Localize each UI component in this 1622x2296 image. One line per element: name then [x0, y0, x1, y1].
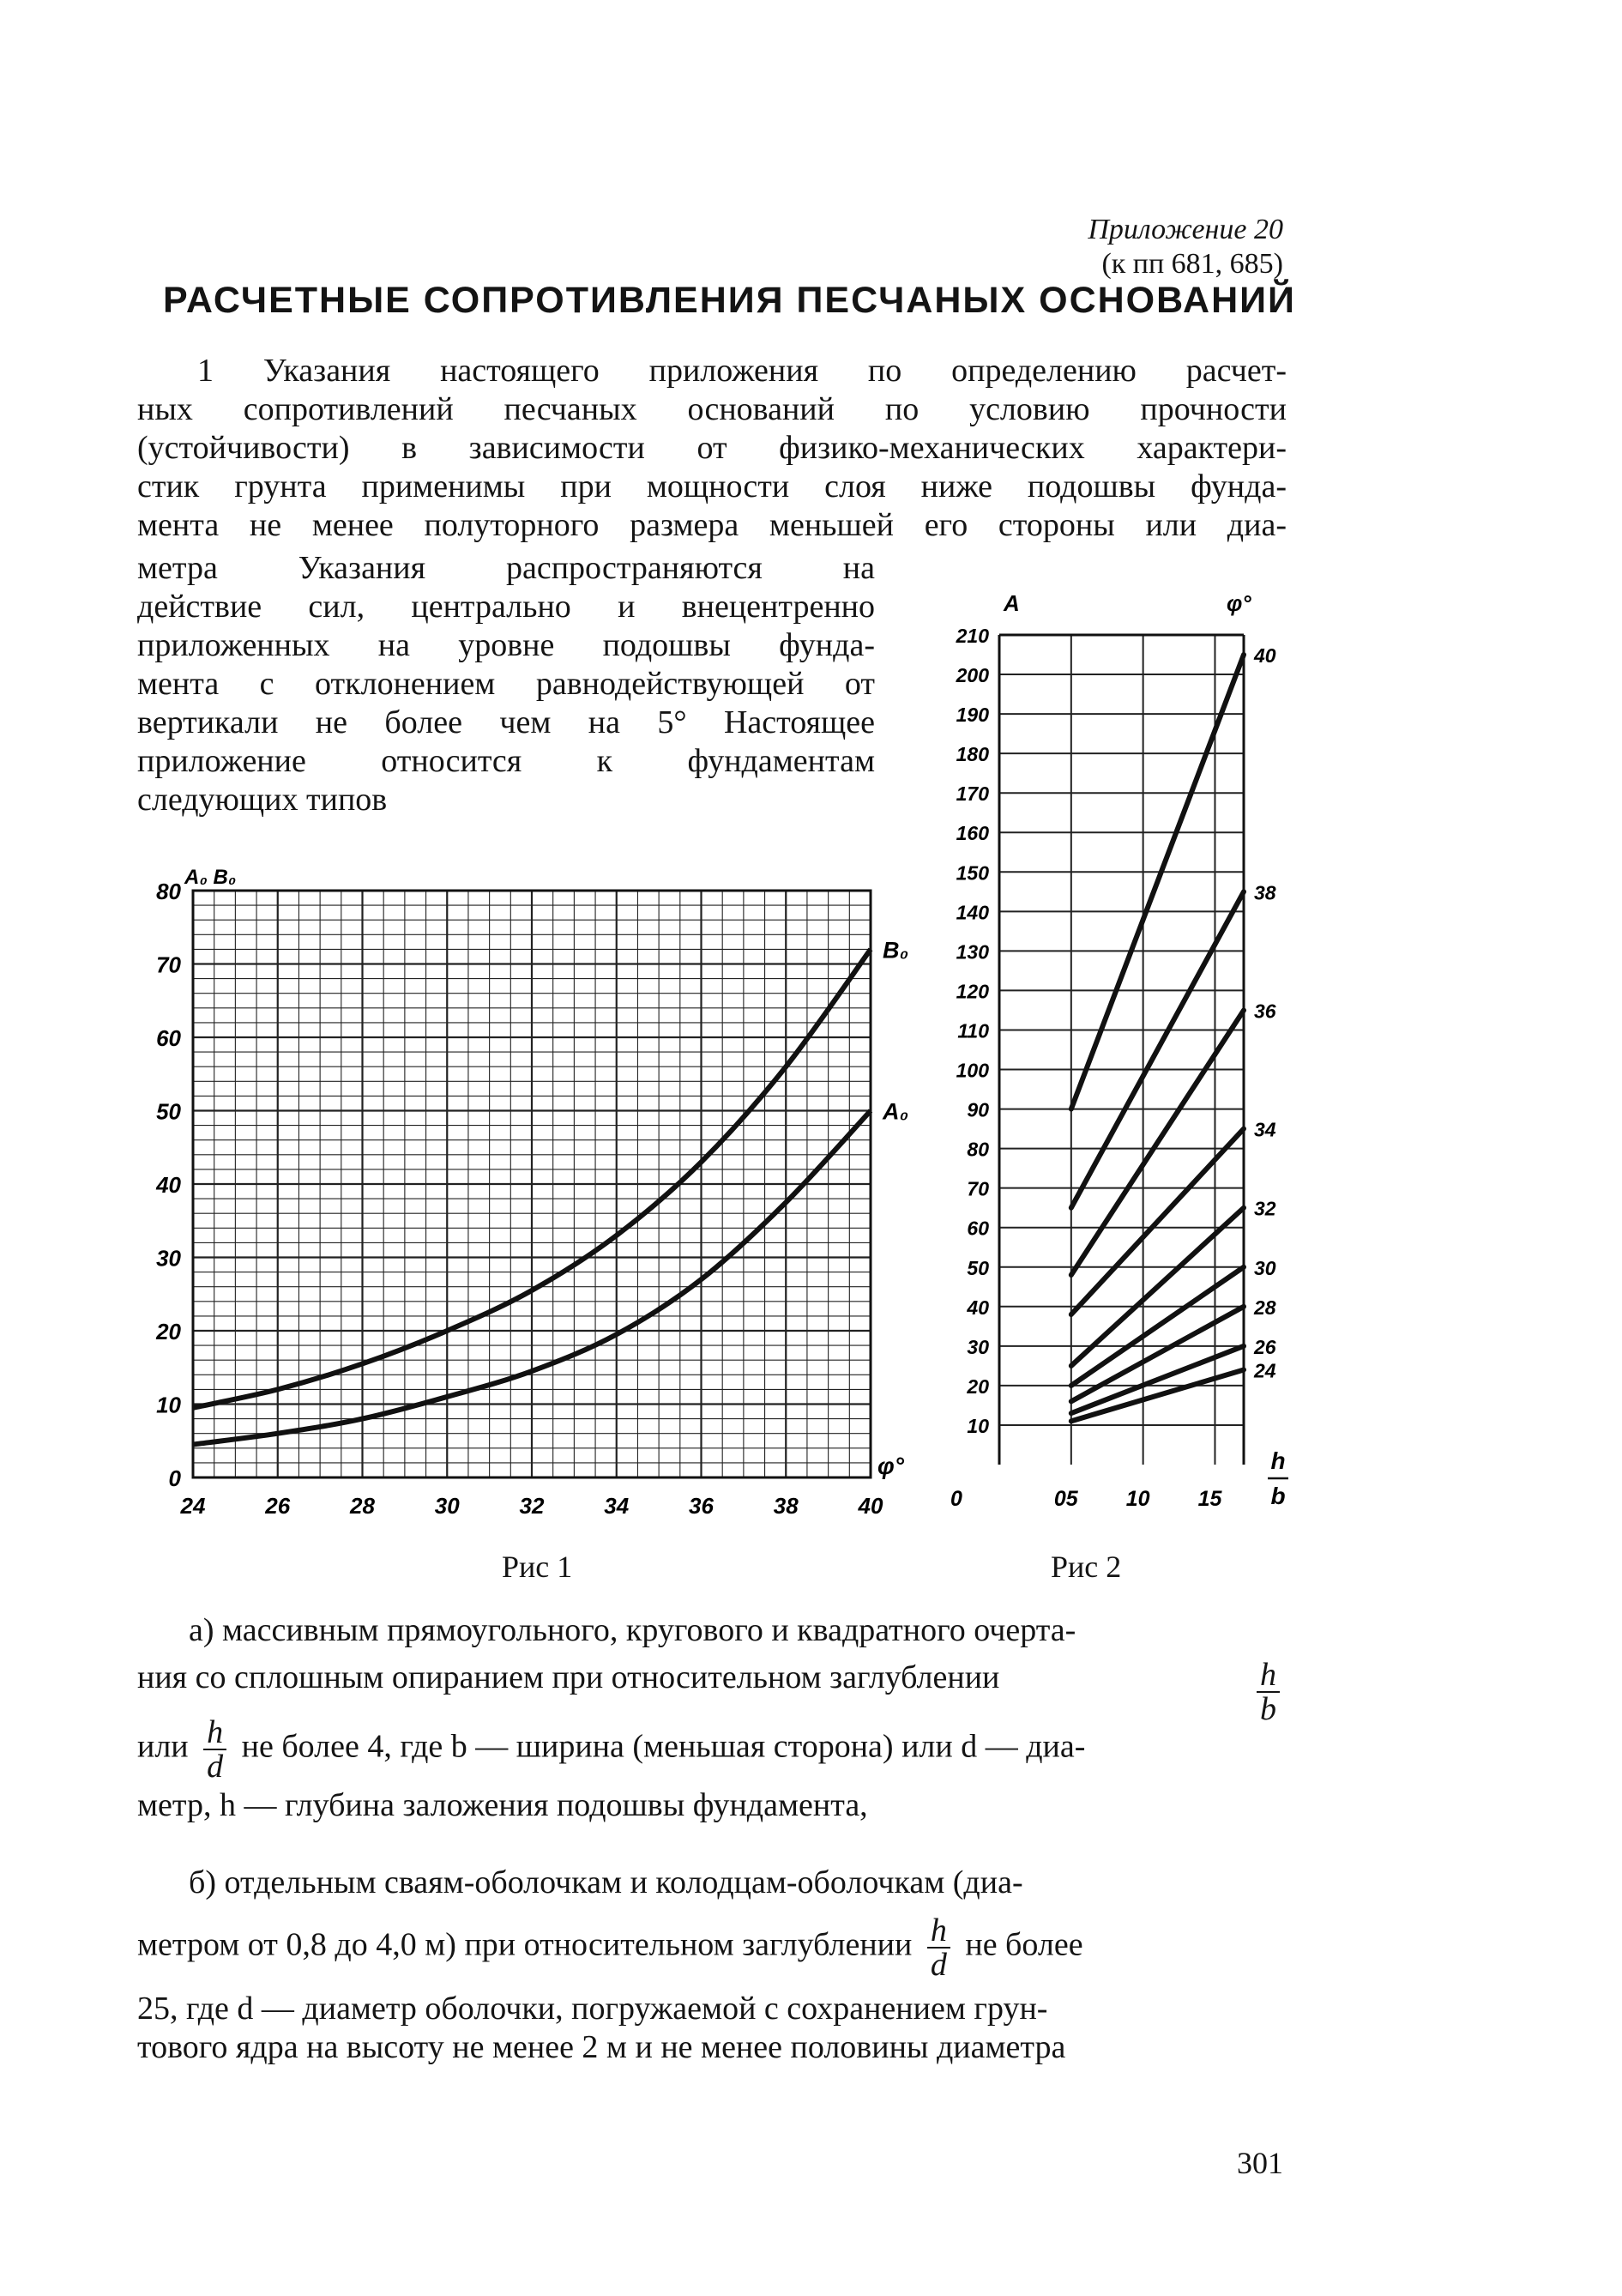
- item-a-line-3: [137, 1716, 1287, 1783]
- y-tick-label: 90: [967, 1098, 989, 1121]
- y-tick-label: 60: [156, 1025, 181, 1051]
- y-tick-label: 190: [956, 704, 989, 727]
- x-tick-label: 26: [265, 1493, 291, 1519]
- y-tick-label: 40: [967, 1296, 989, 1319]
- intro-full-line: ных сопротивлений песчаных оснований по условию прочности: [137, 391, 1287, 427]
- intro-full-line: 1 Указания настоящего приложения по определению расчет-: [197, 353, 1287, 389]
- item-b-line-2: [137, 1914, 1287, 1981]
- item-b-line-2-post: не более: [965, 1926, 1083, 1963]
- curve-label: A₀: [883, 1098, 909, 1125]
- y-tick-label: 200: [956, 664, 989, 687]
- x-axis-title: φ°: [877, 1453, 904, 1479]
- item-a-line-3-pre: или: [137, 1728, 189, 1765]
- x-tick-label: 28: [350, 1493, 375, 1519]
- item-a-line-2: [137, 1657, 1287, 1727]
- fraction-numerator: h: [927, 1914, 950, 1949]
- item-a-line-1: а) массивным прямоугольного, кругового и квадратного очерта-: [189, 1612, 1076, 1648]
- intro-full-line: (устойчивости) в зависимости от физико-механических характери-: [137, 430, 1287, 466]
- intro-narrow-line: метра Указания распространяются на: [137, 550, 875, 586]
- fraction-h-over-b: [1257, 1659, 1280, 1725]
- intro-paragraph-narrow: [137, 549, 875, 819]
- x-tick-label: 30: [434, 1493, 460, 1519]
- fraction-denominator: b: [1260, 1691, 1276, 1727]
- intro-narrow-line: следующих типов: [137, 782, 388, 818]
- phi-line-40: [1071, 655, 1244, 1109]
- y-tick-label: 30: [156, 1245, 181, 1272]
- intro-narrow-line: действие сил, центрально и внецентренно: [137, 589, 875, 625]
- phi-line-label: 32: [1254, 1197, 1276, 1220]
- y-tick-label: 20: [967, 1375, 989, 1398]
- intro-narrow-line: приложение относится к фундаментам: [137, 743, 875, 779]
- left-axis-title: A: [1004, 590, 1020, 616]
- appendix-note: [1088, 213, 1283, 281]
- item-a-line-2-text: ния со сплошным опиранием при относительном заглублении: [137, 1659, 1000, 1695]
- y-axis-title: A₀ B₀: [184, 866, 237, 889]
- x-tick-label: 05: [1053, 1487, 1078, 1511]
- intro-narrow-line: мента с отклонением равнодействующей от: [137, 666, 875, 702]
- y-tick-label: 140: [956, 901, 989, 924]
- appendix-label: Приложение 20: [1088, 214, 1283, 245]
- figure-2-caption: Рис 2: [1051, 1550, 1122, 1584]
- x-tick-label: 38: [773, 1493, 799, 1519]
- y-tick-label: 150: [956, 861, 989, 885]
- page-title: РАСЧЕТНЫЕ СОПРОТИВЛЕНИЯ ПЕСЧАНЫХ ОСНОВАНИЙ: [163, 280, 1296, 321]
- intro-narrow-line: вертикали не более чем на 5° Настоящее: [137, 704, 875, 740]
- x-axis-title-denominator: b: [1270, 1483, 1286, 1509]
- intro-narrow-line: приложенных на уровне подошвы фунда-: [137, 627, 875, 663]
- y-tick-label: 50: [967, 1256, 989, 1279]
- phi-line-label: 24: [1254, 1359, 1276, 1382]
- y-tick-label: 50: [156, 1098, 181, 1125]
- x-tick-label: 10: [1125, 1487, 1150, 1511]
- y-tick-label: 80: [967, 1138, 989, 1161]
- y-tick-label: 100: [956, 1059, 989, 1082]
- appendix-reference: (к пп 681, 685): [1101, 248, 1283, 280]
- x-axis-title-numerator: h: [1270, 1447, 1286, 1474]
- page-number: 301: [1237, 2146, 1283, 2180]
- y-tick-label: 60: [967, 1217, 989, 1240]
- item-b-line-1: б) отдельным сваям-оболочкам и колодцам-оболочкам (диа-: [189, 1864, 1023, 1900]
- figure-2-svg: [926, 583, 1312, 1544]
- figure-1-caption: Рис 1: [502, 1550, 573, 1584]
- y-tick-label: 40: [156, 1172, 181, 1198]
- y-tick-label: 20: [156, 1319, 181, 1344]
- item-b-line-3: 25, где d — диаметр оболочки, погружаемой с сохранением грун-: [137, 1991, 1048, 2027]
- fraction-h-over-d: [203, 1716, 226, 1783]
- y-tick-label: 180: [956, 743, 989, 766]
- intro-full-line: мента не менее полуторного размера меньшей его стороны или диа-: [137, 507, 1287, 543]
- y-tick-label: 10: [967, 1414, 989, 1437]
- phi-line-label: 34: [1254, 1118, 1276, 1141]
- y-tick-label: 70: [156, 952, 181, 978]
- fraction-numerator: h: [1257, 1659, 1280, 1693]
- y-tick-label: 160: [956, 822, 989, 845]
- item-b-line-4: тового ядра на высоту не менее 2 м и не менее половины диаметра: [137, 2029, 1066, 2065]
- phi-line-label: 28: [1254, 1296, 1276, 1319]
- phi-line-label: 30: [1254, 1256, 1276, 1279]
- phi-line-label: 26: [1254, 1335, 1276, 1358]
- y-tick-label: 30: [967, 1335, 989, 1358]
- y-tick-label: 130: [956, 940, 989, 964]
- figure-1-chart: [146, 858, 909, 1549]
- x-tick-label: 0: [950, 1487, 962, 1511]
- y-tick-label: 0: [168, 1465, 181, 1491]
- y-tick-label: 170: [956, 782, 989, 806]
- item-b: [137, 1864, 1287, 2067]
- x-tick-label: 24: [180, 1493, 206, 1519]
- phi-line-label: 36: [1254, 1000, 1276, 1023]
- fraction-numerator: h: [203, 1716, 226, 1750]
- y-tick-label: 80: [156, 879, 181, 904]
- item-a: [137, 1611, 1287, 1825]
- y-tick-label: 10: [156, 1392, 181, 1418]
- x-tick-label: 34: [604, 1493, 630, 1519]
- fraction-denominator: d: [930, 1947, 947, 1983]
- item-a-line-3-post: не более 4, где b — ширина (меньшая сторона) или d — диа-: [241, 1728, 1086, 1765]
- x-tick-label: 32: [519, 1493, 545, 1519]
- intro-full-line: стик грунта применимы при мощности слоя ниже подошвы фунда-: [137, 468, 1287, 505]
- item-b-line-2-pre: метром от 0,8 до 4,0 м) при относительном заглублении: [137, 1926, 913, 1963]
- y-tick-label: 210: [956, 625, 989, 647]
- intro-paragraph-full: [137, 352, 1287, 545]
- y-tick-label: 110: [957, 1019, 989, 1042]
- figure-1-svg: [146, 858, 909, 1544]
- y-tick-label: 120: [956, 980, 989, 1003]
- x-tick-label: 15: [1197, 1487, 1222, 1511]
- fraction-denominator: d: [207, 1749, 224, 1785]
- fraction-h-over-d: [927, 1914, 950, 1981]
- phi-line-label: 40: [1254, 644, 1276, 668]
- item-a-line-4: метр, h — глубина заложения подошвы фундамента,: [137, 1787, 868, 1823]
- curve-label: B₀: [883, 937, 909, 964]
- x-tick-label: 40: [858, 1493, 883, 1519]
- figure-2-chart: [926, 583, 1312, 1549]
- y-tick-label: 70: [967, 1177, 989, 1200]
- x-tick-label: 36: [689, 1493, 714, 1519]
- phi-line-label: 38: [1254, 881, 1276, 904]
- right-axis-title: φ°: [1227, 590, 1251, 616]
